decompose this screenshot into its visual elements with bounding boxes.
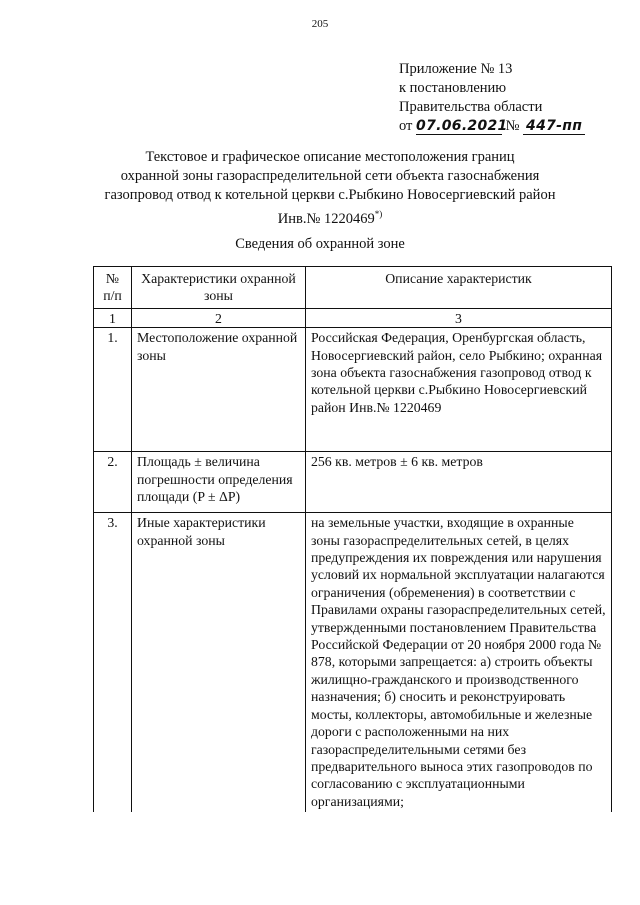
- header-description: Описание характеристик: [306, 267, 612, 309]
- annex-block: [399, 60, 585, 136]
- table-row: [94, 513, 612, 812]
- row-number: 2.: [94, 452, 132, 513]
- row-characteristic: Местоположение охранной зоны: [132, 328, 306, 452]
- table-row: [94, 328, 612, 452]
- annex-line-2: к постановлению: [399, 80, 507, 96]
- row-characteristic: Площадь ± величина погрешности определения площади (P ± ΔP): [132, 452, 306, 513]
- inventory-number: Инв.№ 1220469: [277, 210, 375, 227]
- page-number: 205: [311, 18, 329, 30]
- row-description: на земельные участки, входящие в охранные зоны газораспределительных сетей, в целях предупреждения их повреждения или нарушения условий их нормальной эксплуатации налагаются ограничения (обременения) в соответствии с Правилами охраны газораспределительных сетей, утвержденными постановлением Правительства Российской Федерации от 20 ноября 2000 года № 878, которыми запрещается: а) строить объекты жилищно-гражданского и производственного назначения; б) сносить и реконструировать мосты, коллекторы, автомобильные и железные дороги с расположенными на них газораспределительными сетями без предварительного выноса этих газопроводов по согласованию с эксплуатационными организациями;: [306, 513, 612, 812]
- annex-line-1: Приложение № 13: [399, 61, 513, 77]
- row-description: 256 кв. метров ± 6 кв. метров: [306, 452, 612, 513]
- table-row: [94, 452, 612, 513]
- date-prefix: от: [399, 118, 413, 134]
- document-title: [40, 148, 620, 229]
- table-header-row: [94, 267, 612, 309]
- header-number: № п/п: [94, 267, 132, 309]
- handwritten-date: 07.06.2021: [416, 118, 508, 134]
- annex-line-3: Правительства области: [399, 99, 543, 115]
- protection-zone-table: [93, 266, 612, 812]
- table-index-row: [94, 308, 612, 327]
- section-title: Сведения об охранной зоне: [235, 236, 405, 252]
- row-description: Российская Федерация, Оренбургская область, Новосергиевский район, село Рыбкино; охранная зона объекта газоснабжения газопровод отвод к котельной церкви с.Рыбкино Новосергиевский район Инв.№ 1220469: [306, 328, 612, 452]
- row-characteristic: Иные характеристики охранной зоны: [132, 513, 306, 812]
- row-number: 3.: [94, 513, 132, 812]
- header-characteristic: Характеристики охранной зоны: [132, 267, 306, 309]
- row-number: 1.: [94, 328, 132, 452]
- annex-date-line: [399, 117, 585, 136]
- title-line-1: Текстовое и графическое описание местоположения границ: [145, 149, 515, 165]
- index-cell: 3: [306, 308, 612, 327]
- footnote-mark: *): [374, 209, 383, 219]
- index-cell: 1: [94, 308, 132, 327]
- index-cell: 2: [132, 308, 306, 327]
- number-sign: №: [505, 118, 520, 134]
- handwritten-number: 447-пп: [523, 118, 585, 135]
- title-line-3: газопровод отвод к котельной церкви с.Рыбкино Новосергиевский район: [104, 187, 556, 203]
- title-line-4: [40, 205, 620, 229]
- title-line-2: охранной зоны газораспределительной сети объекта газоснабжения: [120, 168, 540, 184]
